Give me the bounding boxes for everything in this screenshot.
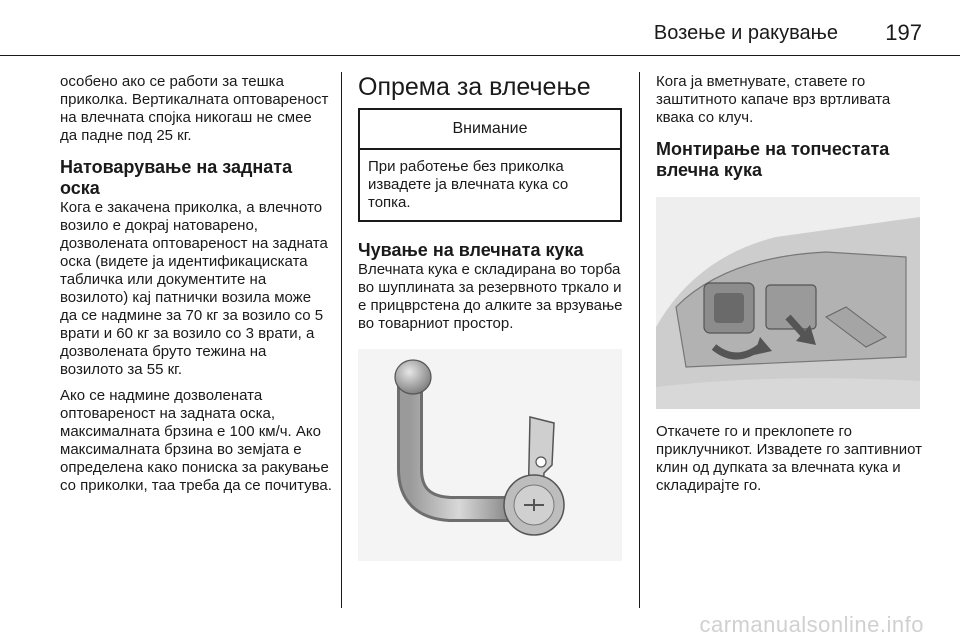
column-left	[60, 73, 332, 495]
detach-paragraph: Откачете го и преклопете го приклучникот. Извадете го заптивниот клин од дупката за влечната кука и складирајте го.	[656, 423, 922, 494]
header-divider	[0, 55, 960, 56]
tow-hook-illustration	[358, 349, 622, 561]
column-right	[656, 73, 924, 495]
mounting-illustration	[656, 197, 920, 409]
page-number: 197	[885, 20, 922, 45]
warning-box	[358, 108, 622, 222]
storage-paragraph: Влечната кука е складирана во торба во шуплината за резервното тркало и е прицврстена до алките за врзување во товарниот простор.	[358, 261, 623, 332]
warning-text: При работење без приколка извадете ја влечната кука со топка.	[368, 158, 569, 211]
section-heading-mounting: Монтирање на топчестата влечна кука	[656, 139, 890, 180]
insert-paragraph: Кога ја вметнувате, ставете го заштитното капаче врз вртливата квака со клуч.	[656, 73, 891, 126]
watermark: carmanualsonline.info	[699, 612, 924, 637]
column-divider-2	[639, 72, 640, 608]
column-divider-1	[341, 72, 342, 608]
speed-limit-paragraph: Ако се надмине дозволената оптовареност на задната оска, максималната брзина е 100 км/ч. Ако максималната брзина во земјата е определена како пониска за ракување со приколки, таа треба да се почитува.	[60, 387, 332, 494]
rear-axle-paragraph: Кога е закачена приколка, а влечното возило е докрај натоварено, дозволената оптовареност на задната оска (видете ја идентификациската табличка или документите на возилото) кај патнички возила може да се надмине за 70 кг за возило со 5 врати и 60 кг за возило со 3 врати, а дозволената бруто тежина на возилото за 55 кг.	[60, 199, 328, 378]
page-header	[0, 0, 960, 60]
column-middle	[358, 73, 626, 561]
warning-title: Внимание	[360, 110, 620, 150]
section-heading-storage: Чување на влечната кука	[358, 240, 584, 260]
intro-paragraph: особено ако се работи за тешка приколка. Вертикалната оптовареност на влечната спојка никогаш не смее да падне под 25 кг.	[60, 73, 329, 144]
section-title-towing-equipment: Опрема за влечење	[358, 73, 591, 101]
running-title: Возење и ракување	[653, 22, 838, 44]
section-heading-rear-axle: Натоварување на задната оска	[60, 157, 293, 198]
